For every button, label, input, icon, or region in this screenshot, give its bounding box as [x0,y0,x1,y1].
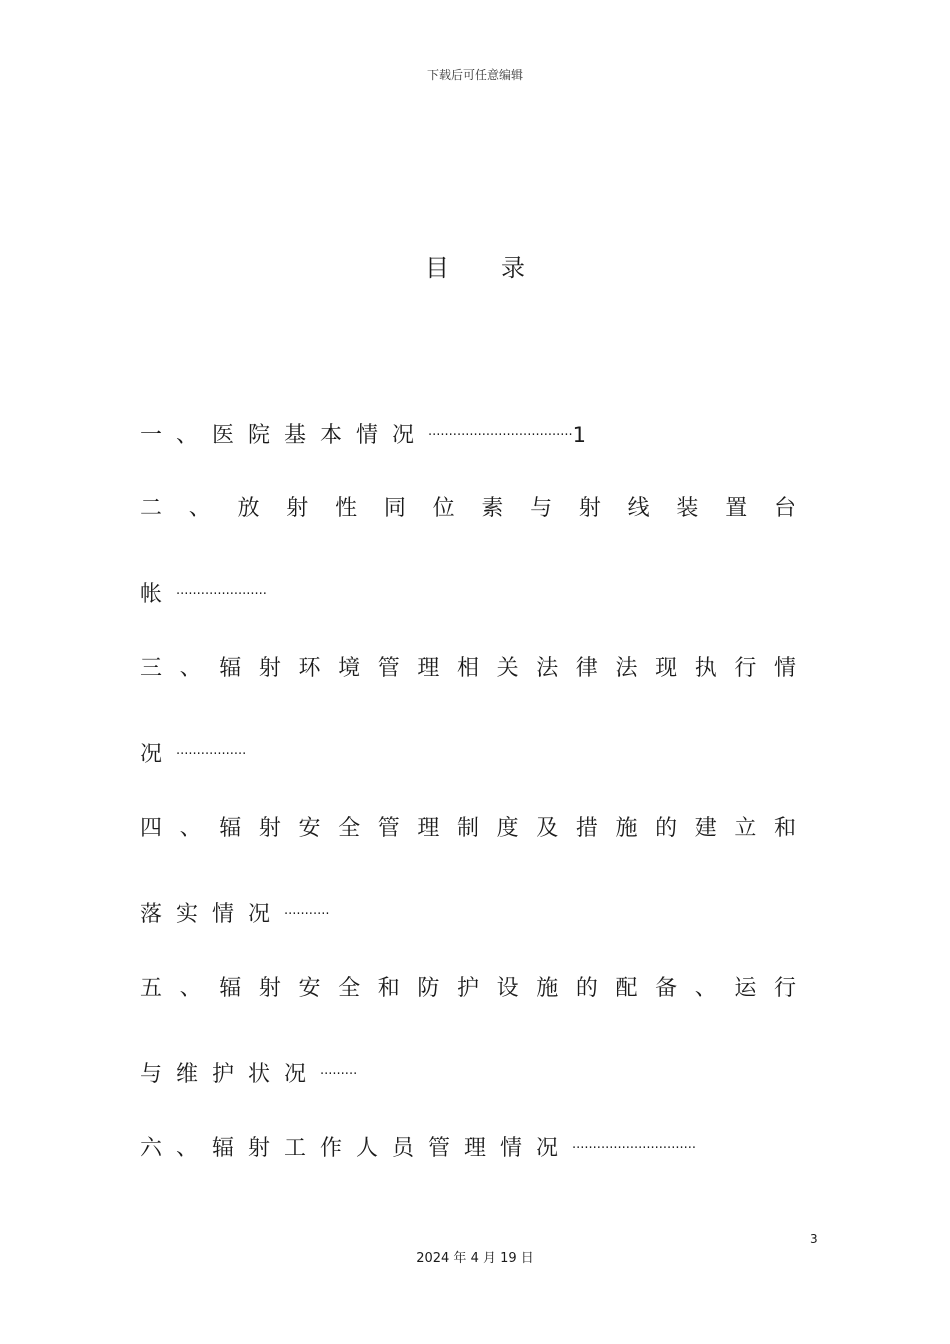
toc-entry-4-line-1[interactable]: 四 、 辐 射 安 全 管 理 制 度 及 措 施 的 建 立 和 [140,816,797,841]
toc-entry-2-line-1[interactable]: 二 、 放 射 性 同 位 素 与 射 线 装 置 台 [140,496,796,521]
toc-entry-4-leader: ··········· [284,907,330,922]
header-note: 下载后可任意编辑 [426,68,523,82]
toc-entry-6-text: 六、辐射工作人员管理情况 [140,1136,573,1161]
toc-entry-5-leader: ········· [320,1067,358,1082]
toc-entry-3-line-2[interactable] [140,740,246,770]
toc-entry-5-line-1[interactable]: 五 、 辐 射 安 全 和 防 护 设 施 的 配 备 、 运 行 [140,976,797,1001]
toc-entry-4-line-2[interactable] [140,900,329,930]
toc-entry-5-line-2[interactable] [140,1060,357,1090]
toc-entry-4-text: 落实情况 [140,902,285,927]
toc-entry-3-text: 况 [140,742,177,767]
footer-date: 2024 年 4 月 19 日 [416,1251,534,1266]
toc-entry-1-page: 1 [572,423,587,447]
toc-entry-1[interactable] [140,420,586,451]
toc-entry-1-leader: ··································· [428,428,573,443]
toc-entry-2-leader: ······················ [176,587,267,602]
toc-entry-5-text: 与维护状况 [140,1062,321,1087]
toc-entry-1-text: 一、医院基本情况 [140,423,429,448]
toc-entry-3-line-1[interactable]: 三 、 辐 射 环 境 管 理 相 关 法 律 法 现 执 行 情 [140,656,797,681]
toc-entry-6-leader: ······························ [572,1141,696,1156]
page-number: 3 [810,1232,818,1246]
toc-entry-6[interactable] [140,1134,696,1164]
toc-entry-3-leader: ················· [176,747,247,762]
toc-entry-2-line-2[interactable] [140,580,267,610]
toc-entry-2-text: 帐 [140,582,177,607]
toc-title: 目录 [425,254,577,282]
